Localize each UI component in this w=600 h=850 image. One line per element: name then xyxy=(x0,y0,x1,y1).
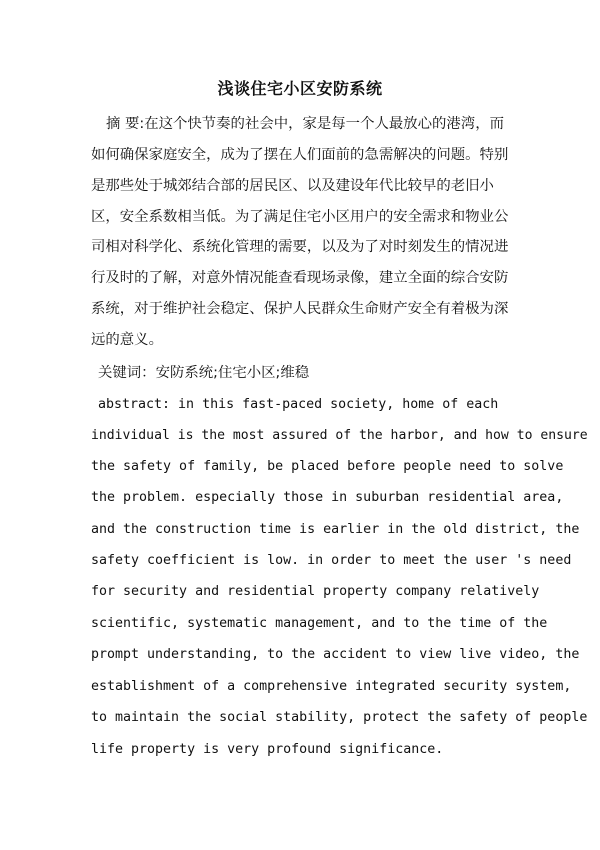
abstract-en-line: scientific, systematic management, and to the time of the xyxy=(91,616,548,631)
abstract-cn-line: 摘 要:在这个快节奏的社会中，家是每一个人最放心的港湾，而 xyxy=(106,116,504,132)
abstract-cn-line: 行及时的了解，对意外情况能查看现场录像，建立全面的综合安防 xyxy=(91,270,509,286)
abstract-cn-line: 如何确保家庭安全，成为了摆在人们面前的急需解决的问题。特别 xyxy=(91,147,509,163)
abstract-en-line: for security and residential property company relatively xyxy=(91,584,540,599)
abstract-cn-line: 系统，对于维护社会稳定、保护人民群众生命财产安全有着极为深 xyxy=(91,301,509,317)
keywords-cn: 关键词：安防系统;住宅小区;维稳 xyxy=(98,365,310,381)
abstract-en-line: prompt understanding, to the accident to view live video, the xyxy=(91,647,580,662)
abstract-en-line: the safety of family, be placed before people need to solve xyxy=(91,459,564,474)
abstract-cn-line: 区，安全系数相当低。为了满足住宅小区用户的安全需求和物业公 xyxy=(91,209,509,225)
abstract-en-line: the problem. especially those in suburban residential area, xyxy=(91,490,564,505)
abstract-en-line: to maintain the social stability, protect the safety of people xyxy=(91,710,588,725)
abstract-en-line: safety coefficient is low. in order to meet the user 's need xyxy=(91,553,572,568)
abstract-en-line: establishment of a comprehensive integrated security system, xyxy=(91,679,572,694)
abstract-cn-line: 远的意义。 xyxy=(91,332,163,348)
abstract-cn-line: 是那些处于城郊结合部的居民区、以及建设年代比较早的老旧小 xyxy=(91,178,494,194)
abstract-cn-line: 司相对科学化、系统化管理的需要，以及为了对时刻发生的情况进 xyxy=(91,239,509,255)
abstract-en-line: abstract: in this fast-paced society, home of each xyxy=(98,397,499,412)
abstract-en-line: individual is the most assured of the harbor, and how to ensure xyxy=(91,428,588,443)
abstract-en-line: and the construction time is earlier in the old district, the xyxy=(91,522,580,537)
abstract-en-line: life property is very profound significance. xyxy=(91,742,444,757)
document-title: 浅谈住宅小区安防系统 xyxy=(217,79,383,98)
